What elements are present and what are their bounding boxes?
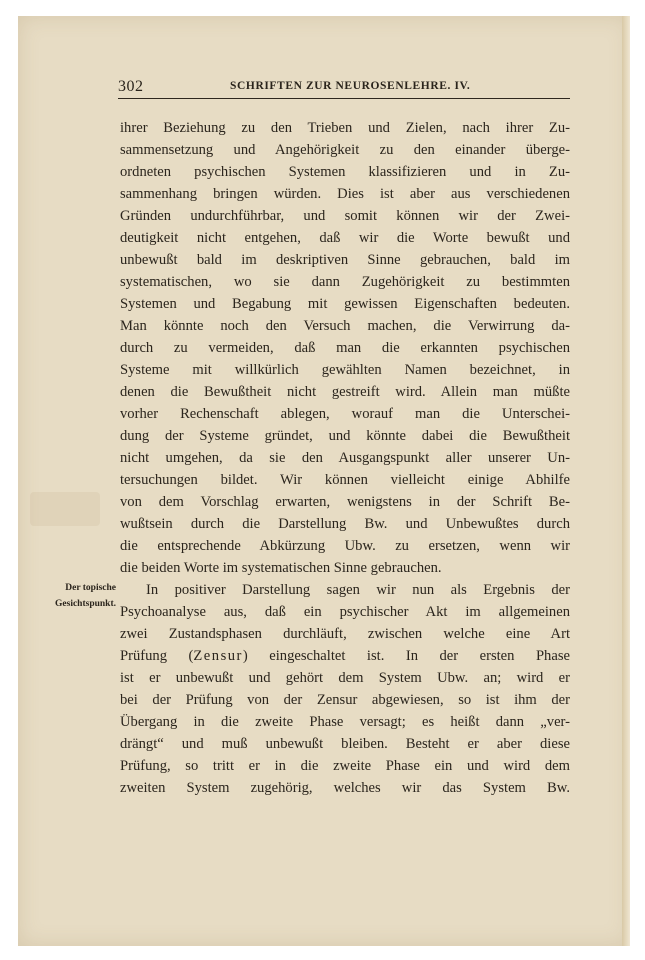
header-rule [118,98,570,99]
margin-note [22,580,116,612]
text-line: drängt“ und muß unbewußt bleiben. Besteht er aber diese [120,736,570,752]
text-line: wußtsein durch die Darstellung Bw. und Unbewußtes durch [120,516,570,532]
text-line: Psychoanalyse aus, daß ein psychischer Akt im allgemeinen [120,604,570,620]
text-fragment: ) eingeschaltet ist. In der ersten Phase [242,648,570,664]
text-line: sammensetzung und Angehörigkeit zu den einander überge- [120,142,570,158]
text-line: deutigkeit nicht entgehen, daß wir die Worte bewußt und [120,230,570,246]
margin-note-line: Gesichtspunkt. [55,599,116,609]
text-line: die entsprechende Abkürzung Ubw. zu ersetzen, wenn wir [120,538,570,554]
text-line: sammenhang bringen würden. Dies ist aber aus verschiedenen [120,186,570,202]
text-line: Übergang in die zweite Phase versagt; es heißt dann „ver- [120,714,570,730]
paragraph-first-line: In positiver Darstellung sagen wir nun als Ergebnis der [146,582,570,598]
text-line: vorher Rechenschaft ablegen, worauf man die Unterschei- [120,406,570,422]
text-line: ihrer Beziehung zu den Trieben und Zielen, nach ihrer Zu- [120,120,570,136]
text-line: zweiten System zugehörig, welches wir das System Bw. [120,780,570,796]
text-line: bei der Prüfung von der Zensur abgewiesen, so ist ihm der [120,692,570,708]
text-fragment: Prüfung ( [120,648,194,664]
text-line: dung der Systeme gründet, und könnte dabei die Bewußtheit [120,428,570,444]
page-header [118,78,570,98]
text-line: Gründen undurchführbar, und somit können wir der Zwei- [120,208,570,224]
text-line: durch zu vermeiden, daß man die erkannten psychischen [120,340,570,356]
text-line: tersuchungen bildet. Wir können vielleicht einige Abhilfe [120,472,570,488]
text-line: Prüfung, so tritt er in die zweite Phase ein und wird dem [120,758,570,774]
running-head: SCHRIFTEN ZUR NEUROSENLEHRE. IV. [230,80,471,92]
text-line: zwei Zustandsphasen durchläuft, zwischen welche eine Art [120,626,570,642]
text-line: nicht umgehen, da sie den Ausgangspunkt aller unserer Un- [120,450,570,466]
text-line: unbewußt bald im deskriptiven Sinne gebrauchen, bald im [120,252,570,268]
text-line: ist er unbewußt und gehört dem System Ubw. an; wird er [120,670,570,686]
text-line: von dem Vorschlag erwarten, wenigstens in der Schrift Be- [120,494,570,510]
page-number: 302 [118,78,144,95]
text-line: systematischen, wo sie dann Zugehörigkeit zu bestimmten [120,274,570,290]
text-line: Systemen und Begabung mit gewissen Eigenschaften bedeuten. [120,296,570,312]
emphasized-term: Zensur [193,648,243,664]
text-line: Man könnte noch den Versuch machen, die Verwirrung da- [120,318,570,334]
text-line: denen die Bewußtheit nicht gestreift wird. Allein man müßte [120,384,570,400]
text-line: ordneten psychischen Systemen klassifizieren und in Zu- [120,164,570,180]
text-line: die beiden Worte im systematischen Sinne gebrauchen. [120,560,442,576]
bleed-through-mark [30,492,100,526]
text-line [120,645,570,667]
page-edge [622,16,630,946]
margin-note-line: Der topische [65,583,116,593]
text-line: Systeme mit willkürlich gewählten Namen bezeichnet, in [120,362,570,378]
